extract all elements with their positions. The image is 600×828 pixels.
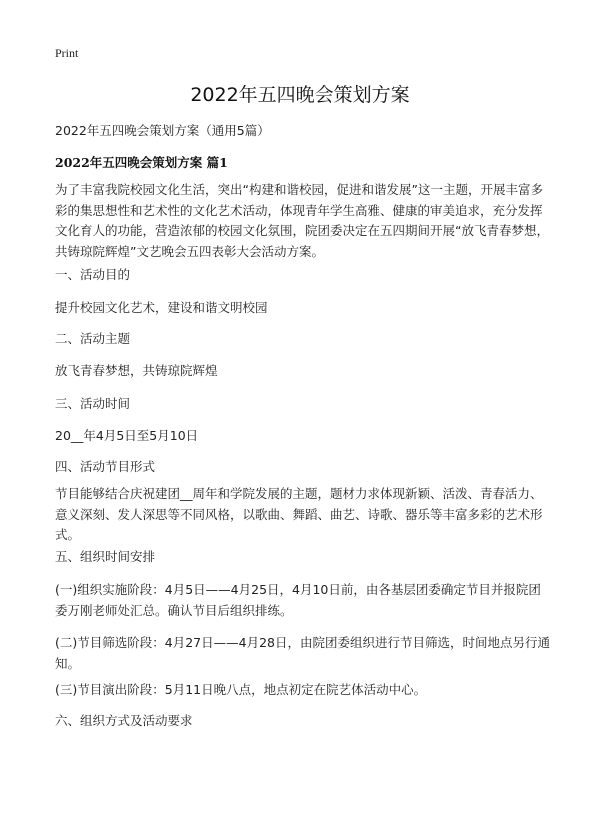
purpose-text: 提升校园文化艺术，建设和谐文明校园	[55, 300, 268, 315]
time-text: 20__年4月5日至5月10日	[55, 428, 199, 443]
heading-format: 四、活动节目形式	[55, 459, 156, 474]
heading-time: 三、活动时间	[55, 396, 131, 411]
schedule-phase-2: (二)节目筛选阶段：4月27日——4月28日，由院团委组织进行节目筛选，时间地点另行通知。	[55, 635, 550, 671]
heading-schedule: 五、组织时间安排	[55, 549, 156, 564]
format-text: 节目能够结合庆祝建团__周年和学院发展的主题，题材力求体现新颖、活泼、青春活力、意义深刻、发人深思等不同风格，以歌曲、舞蹈、曲艺、诗歌、器乐等丰富多彩的艺术形式。	[55, 486, 543, 542]
heading-theme: 二、活动主题	[55, 331, 131, 346]
theme-text: 放飞青春梦想，共铸琼院辉煌	[55, 363, 218, 378]
intro-paragraph: 为了丰富我院校园文化生活，突出“构建和谐校园，促进和谐发展”这一主题，开展丰富多彩的集思想性和艺术性的文化艺术活动，体现青年学生高雅、健康的审美追求，充分发挥文化育人的功能，营造浓郁的校园文化氛围，院团委决定在五四期间开展“放飞青春梦想，共铸琼院辉煌”文艺晚会五四表彰大会活动方案。	[55, 182, 549, 259]
section-heading: 2022年五四晚会策划方案 篇1	[55, 155, 228, 170]
print-link[interactable]: Print	[55, 46, 79, 60]
schedule-phase-3: (三)节目演出阶段：5月11日晚八点，地点初定在院艺体活动中心。	[55, 682, 427, 697]
heading-purpose: 一、活动目的	[55, 267, 131, 282]
heading-requirements: 六、组织方式及活动要求	[55, 713, 193, 728]
document-subtitle: 2022年五四晚会策划方案（通用5篇）	[55, 123, 270, 138]
schedule-phase-1: (一)组织实施阶段：4月5日——4月25日，4月10日前，由各基层团委确定节目并报院团委万刚老师处汇总。确认节目后组织排练。	[55, 582, 541, 618]
page-title: 2022年五四晚会策划方案	[190, 84, 410, 106]
